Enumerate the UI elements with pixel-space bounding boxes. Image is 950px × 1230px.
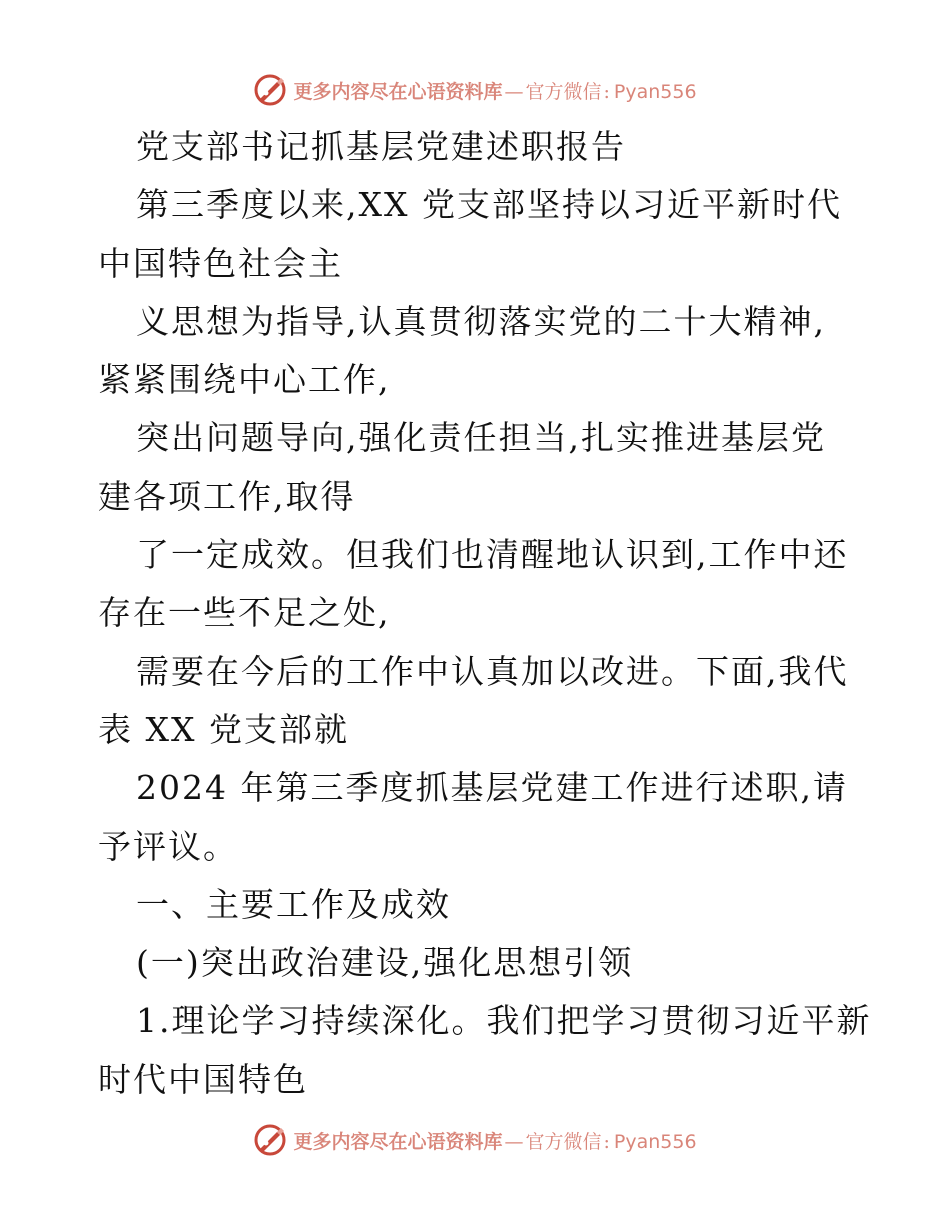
paragraph-line: 2024 年第三季度抓基层党建工作进行述职,请 (136, 768, 848, 808)
watermark-text (293, 77, 696, 104)
watermark-wechat-id: Pyan556 (613, 1130, 697, 1153)
watermark-separator: — (504, 80, 524, 103)
pen-logo-icon (253, 1123, 287, 1157)
paragraph-line: 1.理论学习持续深化。我们把学习贯彻习近平新 (136, 1001, 872, 1041)
watermark-label: 更多内容尽在心语资料库 (293, 1130, 503, 1153)
paragraph-line: 中国特色社会主 (98, 243, 343, 283)
footer-watermark (0, 1120, 950, 1160)
paragraph-line: 了一定成效。但我们也清醒地认识到,工作中还 (136, 535, 849, 575)
paragraph-line: 需要在今后的工作中认真加以改进。下面,我代 (136, 651, 849, 691)
watermark-separator: — (504, 1130, 524, 1153)
paragraph-line: 突出问题导向,强化责任担当,扎实推进基层党 (136, 418, 826, 458)
paragraph-line: 紧紧围绕中心工作, (98, 360, 391, 400)
paragraph-line: 第三季度以来,XX 党支部坚持以习近平新时代 (136, 185, 842, 225)
header-watermark (0, 70, 950, 110)
watermark-text (293, 1127, 696, 1154)
watermark-wechat-id: Pyan556 (613, 80, 697, 103)
watermark-wechat-prefix: 官方微信 (525, 1130, 602, 1153)
paragraph-line: 建各项工作,取得 (98, 476, 356, 516)
section-heading: 一、主要工作及成效 (136, 884, 451, 924)
subsection-heading: (一)突出政治建设,强化思想引领 (136, 943, 634, 983)
paragraph-line: 存在一些不足之处, (98, 593, 391, 633)
document-body (98, 118, 872, 1109)
watermark-wechat-prefix: 官方微信 (525, 80, 602, 103)
paragraph-line: 时代中国特色 (98, 1059, 308, 1099)
paragraph-line: 表 XX 党支部就 (98, 709, 349, 749)
paragraph-line: 义思想为指导,认真贯彻落实党的二十大精神, (136, 301, 826, 341)
watermark-label: 更多内容尽在心语资料库 (293, 80, 503, 103)
document-title: 党支部书记抓基层党建述职报告 (136, 127, 626, 166)
watermark-colon: : (603, 80, 610, 103)
paragraph-line: 予评议。 (98, 826, 238, 866)
watermark-colon: : (603, 1130, 610, 1153)
pen-logo-icon (253, 73, 287, 107)
